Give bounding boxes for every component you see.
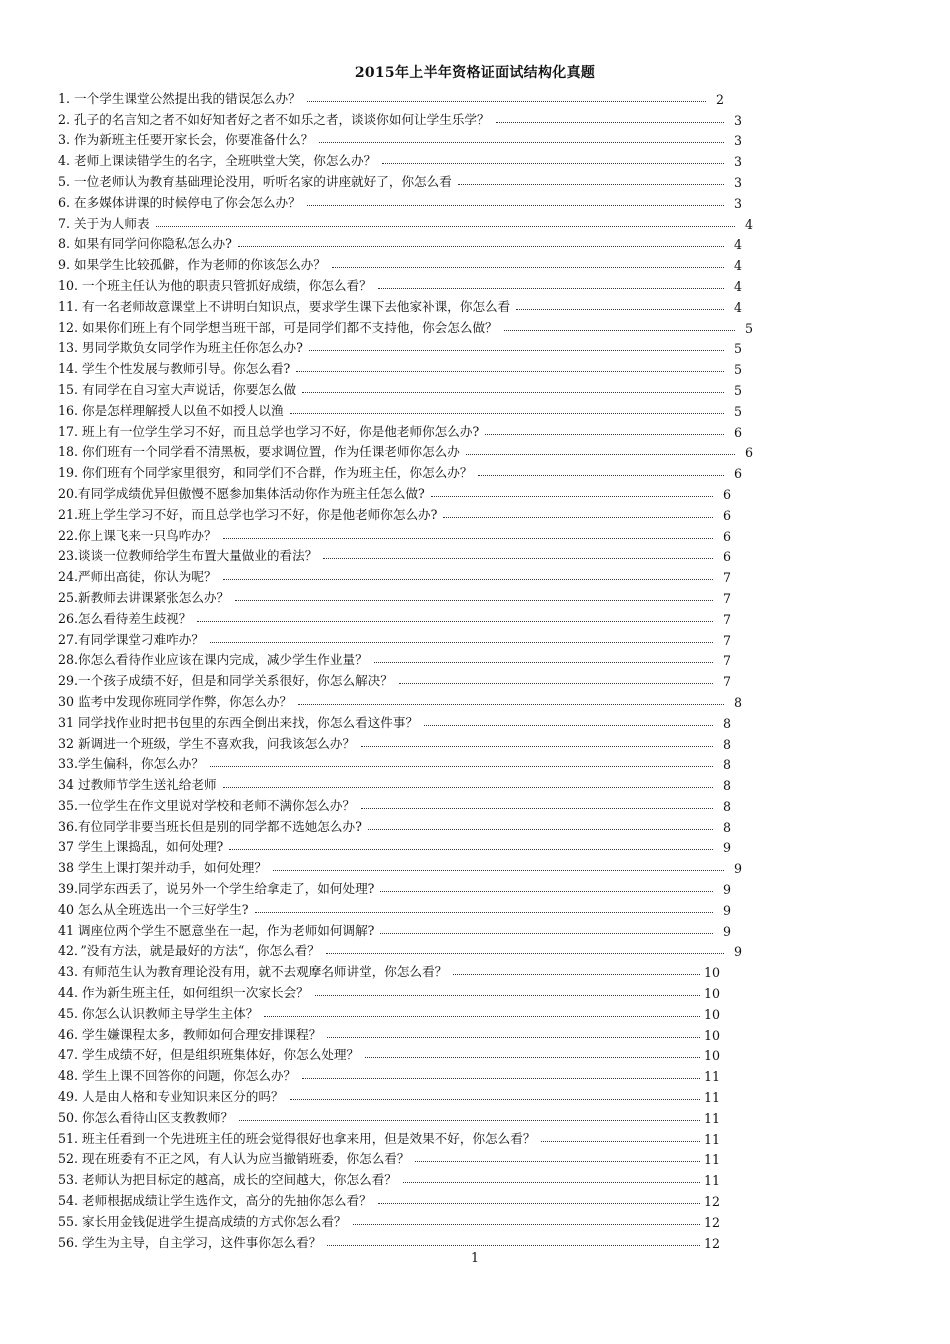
toc-entry-text: 30 监考中发现你班同学作弊，你怎么办？ [58, 693, 293, 709]
toc-entry-page: 6 [733, 466, 742, 482]
toc-dot-leader [210, 641, 713, 643]
toc-entry-text: 42．”没有方法，就是最好的方法“，你怎么看？ [58, 943, 320, 959]
toc-entry-page: 6 [733, 424, 742, 440]
toc-entry-page: 11 [703, 1110, 720, 1126]
toc-dot-leader [319, 141, 724, 143]
toc-dot-leader [264, 1015, 700, 1017]
toc-entry-text: 37 学生上课捣乱，如何处理? [58, 839, 224, 855]
toc-entry-text: 8. 如果有同学问你隐私怎么办? [58, 236, 232, 252]
toc-dot-leader [485, 433, 724, 435]
toc-dot-leader [403, 1181, 700, 1183]
toc-entry-text: 39.同学东西丢了，说另外一个学生给拿走了，如何处理? [58, 881, 375, 897]
toc-dot-leader [309, 349, 724, 351]
toc-entry-page: 4 [744, 216, 753, 232]
document-title: 2015年上半年资格证面试结构化真题 [354, 65, 596, 81]
toc-entry[interactable] [58, 668, 731, 689]
toc-entry[interactable] [58, 356, 742, 377]
toc-entry-text: 52. 现在班委有不正之风，有人认为应当撤销班委，你怎么看？ [58, 1151, 410, 1167]
toc-dot-leader [229, 848, 713, 850]
toc-entry-text: 16. 你是怎样理解授人以鱼不如授人以渔 [58, 402, 284, 418]
toc-entry-page: 7 [722, 674, 731, 690]
toc-dot-leader [307, 204, 724, 206]
toc-entry[interactable] [58, 772, 731, 793]
toc-dot-leader [290, 412, 724, 414]
toc-entry[interactable] [58, 689, 742, 710]
toc-entry-text: 40 怎么从全班选出一个三好学生? [58, 901, 249, 917]
toc-entry-text: 46. 学生嫌课程太多，教师如何合理安排课程？ [58, 1026, 322, 1042]
toc-dot-leader [415, 1160, 699, 1162]
toc-dot-leader [361, 807, 713, 809]
toc-entry-page: 10 [703, 1048, 720, 1064]
toc-entry-text: 11. 有一名老师故意课堂上不讲明白知识点，要求学生课下去他家补课，你怎么看 [58, 298, 511, 314]
toc-entry-page: 3 [733, 133, 742, 149]
toc-entry-text: 21.班上学生学习不好，而且总学也学习不好，你是他老师你怎么办? [58, 506, 438, 522]
toc-entry-text: 45. 你怎么认识教师主导学生主体？ [58, 1005, 259, 1021]
toc-dot-leader [453, 973, 700, 975]
toc-dot-leader [327, 1036, 700, 1038]
toc-entry-page: 9 [722, 923, 731, 939]
toc-entry-page: 5 [733, 362, 742, 378]
toc-entry-page: 9 [722, 902, 731, 918]
toc-dot-leader [496, 121, 724, 123]
toc-entry-text: 10. 一个班主任认为他的职责只管抓好成绩，你怎么看？ [58, 277, 372, 293]
toc-entry-page: 9 [722, 882, 731, 898]
toc-entry[interactable] [58, 336, 742, 357]
toc-entry-text: 29.一个孩子成绩不好，但是和同学关系很好，你怎么解决？ [58, 673, 393, 689]
toc-dot-leader [323, 557, 713, 559]
toc-entry[interactable] [58, 148, 742, 169]
toc-dot-leader [466, 453, 735, 455]
toc-entry-text: 24.严师出高徒，你认为呢？ [58, 569, 217, 585]
toc-entry[interactable] [58, 1022, 720, 1043]
toc-dot-leader [399, 682, 713, 684]
toc-entry-text: 31 同学找作业时把书包里的东西全倒出来找，你怎么看这件事？ [58, 714, 419, 730]
toc-entry[interactable] [58, 959, 720, 980]
toc-entry-page: 4 [733, 258, 742, 274]
toc-entry[interactable] [58, 294, 742, 315]
toc-entry[interactable] [58, 835, 731, 856]
toc-dot-leader [431, 495, 713, 497]
toc-entry-text: 51. 班主任看到一个先进班主任的班会觉得很好也拿来用，但是效果不好，你怎么看？ [58, 1130, 536, 1146]
toc-entry-page: 10 [703, 965, 720, 981]
toc-entry-page: 12 [703, 1194, 720, 1210]
toc-entry-text: 56. 学生为主导，自主学习，这件事你怎么看？ [58, 1234, 322, 1250]
toc-dot-leader [255, 911, 714, 913]
toc-entry-page: 6 [722, 486, 731, 502]
toc-entry-page: 3 [733, 112, 742, 128]
toc-entry[interactable] [58, 252, 742, 273]
toc-dot-leader [239, 1119, 700, 1121]
toc-entry-page: 8 [722, 798, 731, 814]
toc-entry-text: 17. 班上有一位学生学习不好，而且总学也学习不好，你是他老师你怎么办? [58, 423, 480, 439]
toc-dot-leader [223, 537, 713, 539]
toc-entry-page: 8 [733, 694, 742, 710]
toc-entry-text: 5. 一位老师认为教育基础理论没用，听听名家的讲座就好了，你怎么看 [58, 173, 452, 189]
toc-dot-leader [380, 932, 713, 934]
toc-entry-text: 34 过教师节学生送礼给老师 [58, 777, 217, 793]
toc-entry-page: 7 [722, 632, 731, 648]
toc-entry-page: 3 [733, 154, 742, 170]
toc-entry-page: 7 [722, 611, 731, 627]
toc-dot-leader [210, 765, 713, 767]
toc-entry[interactable] [58, 1105, 720, 1126]
toc-dot-leader [235, 599, 713, 601]
toc-entry-page: 10 [703, 1027, 720, 1043]
toc-entry-text: 25.新教师去讲课紧张怎么办？ [58, 589, 230, 605]
toc-dot-leader [302, 391, 724, 393]
toc-entry-page: 8 [722, 757, 731, 773]
toc-entry-text: 7. 关于为人师表 [58, 215, 150, 231]
toc-entry[interactable] [58, 481, 731, 502]
toc-entry-text: 28.你怎么看待作业应该在课内完成，减少学生作业量？ [58, 652, 368, 668]
toc-dot-leader [361, 745, 713, 747]
toc-entry-page: 9 [733, 861, 742, 877]
toc-entry-page: 4 [733, 299, 742, 315]
toc-entry-page: 2 [715, 91, 724, 107]
toc-entry[interactable] [58, 814, 731, 835]
toc-entry-text: 41 调座位两个学生不愿意坐在一起，作为老师如何调解? [58, 922, 375, 938]
toc-dot-leader [327, 1244, 700, 1246]
toc-entry-text: 20.有同学成绩优异但傲慢不愿参加集体活动你作为班主任怎么做? [58, 485, 425, 501]
toc-entry-page: 8 [722, 778, 731, 794]
toc-entry-page: 3 [733, 195, 742, 211]
toc-entry[interactable] [58, 502, 731, 523]
toc-dot-leader [353, 1223, 700, 1225]
toc-entry-text: 6. 在多媒体讲课的时候停电了你会怎么办？ [58, 194, 301, 210]
toc-dot-leader [273, 869, 724, 871]
toc-entry[interactable] [58, 731, 731, 752]
toc-entry[interactable] [58, 460, 742, 481]
toc-entry-page: 8 [722, 715, 731, 731]
toc-entry[interactable] [58, 980, 720, 1001]
toc-entry-text: 35.一位学生在作文里说对学校和老师不满你怎么办？ [58, 797, 356, 813]
toc-entry[interactable] [58, 897, 731, 918]
toc-entry-text: 13. 男同学欺负女同学作为班主任你怎么办? [58, 340, 303, 356]
toc-entry[interactable] [58, 710, 731, 731]
toc-entry[interactable] [58, 1188, 720, 1209]
toc-entry-text: 19. 你们班有个同学家里很穷，和同学们不合群，作为班主任，你怎么办？ [58, 465, 473, 481]
toc-entry-page: 5 [733, 382, 742, 398]
toc-entry-text: 32 新调进一个班级，学生不喜欢我，问我该怎么办？ [58, 735, 356, 751]
toc-entry-page: 5 [733, 341, 742, 357]
toc-entry[interactable] [58, 918, 731, 939]
toc-entry[interactable] [58, 211, 753, 232]
toc-dot-leader [298, 703, 724, 705]
toc-entry-text: 36.有位同学非要当班长但是别的同学都不选她怎么办? [58, 818, 362, 834]
toc-entry[interactable] [58, 1147, 720, 1168]
toc-entry-text: 23.谈谈一位教师给学生布置大量做业的看法？ [58, 548, 318, 564]
toc-entry[interactable] [58, 939, 742, 960]
toc-entry[interactable] [58, 1167, 720, 1188]
toc-entry-page: 4 [733, 278, 742, 294]
toc-entry-text: 47. 学生成绩不好，但是组织班集体好，你怎么处理？ [58, 1047, 360, 1063]
toc-entry[interactable] [58, 876, 731, 897]
toc-entry-page: 11 [703, 1090, 720, 1106]
toc-entry[interactable] [58, 169, 742, 190]
toc-dot-leader [156, 225, 735, 227]
toc-entry-page: 10 [703, 1006, 720, 1022]
toc-entry-text: 2. 孔子的名言知之者不如好知者好之者不如乐之者，谈谈你如何让学生乐学？ [58, 111, 490, 127]
toc-entry-page: 5 [733, 403, 742, 419]
toc-entry[interactable] [58, 86, 724, 107]
toc-entry-text: 54. 老师根据成绩让学生选作文，高分的先抽你怎么看？ [58, 1193, 372, 1209]
toc-entry-page: 11 [703, 1069, 720, 1085]
toc-entry-text: 38 学生上课打架并动手，如何处理？ [58, 860, 267, 876]
toc-entry[interactable] [58, 190, 742, 211]
toc-entry-page: 7 [722, 570, 731, 586]
toc-entry[interactable] [58, 128, 742, 149]
toc-entry-text: 27.有同学课堂刁难咋办？ [58, 631, 204, 647]
toc-entry-page: 6 [744, 445, 753, 461]
toc-entry-text: 22.你上课飞来一只鸟咋办？ [58, 527, 217, 543]
toc-dot-leader [290, 1098, 700, 1100]
toc-entry-text: 1. 一个学生课堂公然提出我的错误怎么办？ [58, 90, 301, 106]
toc-entry-page: 6 [722, 528, 731, 544]
toc-entry-text: 33.学生偏科，你怎么办？ [58, 756, 204, 772]
toc-entry-text: 9. 如果学生比较孤僻，作为老师的你该怎么办？ [58, 257, 326, 273]
toc-entry[interactable] [58, 273, 742, 294]
toc-entry[interactable] [58, 1126, 720, 1147]
toc-dot-leader [374, 661, 713, 663]
toc-entry[interactable] [58, 232, 742, 253]
toc-entry-page: 11 [703, 1131, 720, 1147]
toc-entry[interactable] [58, 377, 742, 398]
toc-entry[interactable] [58, 1084, 720, 1105]
toc-entry-text: 43. 有师范生认为教育理论没有用，就不去观摩名师讲堂，你怎么看？ [58, 964, 448, 980]
toc-entry-text: 15. 有同学在自习室大声说话，你要怎么做 [58, 381, 297, 397]
toc-entry-page: 3 [733, 174, 742, 190]
toc-entry-page: 6 [722, 549, 731, 565]
toc-entry[interactable] [58, 419, 742, 440]
toc-dot-leader [541, 1140, 700, 1142]
toc-dot-leader [315, 994, 700, 996]
toc-entry-page: 8 [722, 819, 731, 835]
toc-dot-leader [223, 786, 713, 788]
toc-dot-leader [368, 828, 713, 830]
toc-entry-page: 7 [722, 653, 731, 669]
toc-dot-leader [424, 724, 713, 726]
toc-dot-leader [378, 1202, 700, 1204]
toc-entry-page: 5 [744, 320, 753, 336]
toc-entry-page: 9 [733, 944, 742, 960]
toc-entry-text: 12. 如果你们班上有个同学想当班干部，可是同学们都不支持他，你会怎么做？ [58, 319, 498, 335]
toc-entry[interactable] [58, 1230, 720, 1251]
toc-entry-text: 48. 学生上课不回答你的问题，你怎么办？ [58, 1068, 297, 1084]
toc-entry-page: 10 [703, 986, 720, 1002]
toc-entry-text: 3. 作为新班主任要开家长会，你要准备什么？ [58, 132, 314, 148]
toc-dot-leader [382, 162, 724, 164]
toc-dot-leader [307, 100, 706, 102]
toc-entry[interactable] [58, 523, 731, 544]
toc-entry[interactable] [58, 440, 753, 461]
toc-entry[interactable] [58, 752, 731, 773]
toc-entry[interactable] [58, 107, 742, 128]
toc-entry[interactable] [58, 648, 731, 669]
toc-entry[interactable] [58, 564, 731, 585]
toc-entry-page: 11 [703, 1173, 720, 1189]
toc-entry[interactable] [58, 1001, 720, 1022]
toc-dot-leader [380, 890, 713, 892]
toc-entry[interactable] [58, 544, 731, 565]
toc-entry-page: 12 [703, 1214, 720, 1230]
toc-dot-leader [223, 578, 713, 580]
toc-dot-leader [238, 245, 724, 247]
toc-entry[interactable] [58, 585, 731, 606]
toc-dot-leader [332, 266, 724, 268]
toc-entry-text: 53. 老师认为把目标定的越高，成长的空间越大，你怎么看？ [58, 1172, 397, 1188]
toc-dot-leader [197, 620, 713, 622]
toc-dot-leader [443, 516, 713, 518]
toc-entry[interactable] [58, 398, 742, 419]
toc-entry-page: 9 [722, 840, 731, 856]
toc-entry-text: 26.怎么看待差生歧视？ [58, 610, 192, 626]
toc-dot-leader [378, 287, 724, 289]
page-number: 1 [470, 1250, 479, 1265]
toc-entry-page: 6 [722, 507, 731, 523]
toc-dot-leader [516, 308, 724, 310]
toc-entry[interactable] [58, 606, 731, 627]
toc-entry-page: 4 [733, 237, 742, 253]
toc-entry-text: 44. 作为新生班主任，如何组织一次家长会？ [58, 985, 309, 1001]
toc-entry[interactable] [58, 1043, 720, 1064]
toc-entry[interactable] [58, 627, 731, 648]
toc-entry-page: 8 [722, 736, 731, 752]
toc-entry-page: 7 [722, 590, 731, 606]
toc-entry[interactable] [58, 855, 742, 876]
toc-entry-text: 49. 人是由人格和专业知识来区分的吗？ [58, 1089, 284, 1105]
toc-entry-text: 4. 老师上课读错学生的名字，全班哄堂大笑，你怎么办？ [58, 153, 377, 169]
toc-dot-leader [302, 1077, 700, 1079]
toc-dot-leader [296, 370, 724, 372]
toc-entry[interactable] [58, 315, 753, 336]
table-of-contents [58, 86, 758, 1251]
toc-entry-text: 18. 你们班有一个同学看不清黑板，要求调位置，作为任课老师你怎么办 [58, 444, 460, 460]
toc-entry[interactable] [58, 1209, 720, 1230]
toc-entry-text: 55. 家长用金钱促进学生提高成绩的方式你怎么看？ [58, 1213, 347, 1229]
toc-dot-leader [365, 1056, 700, 1058]
toc-entry-text: 50. 你怎么看待山区支教教师？ [58, 1109, 234, 1125]
toc-entry[interactable] [58, 1063, 720, 1084]
toc-dot-leader [458, 183, 724, 185]
toc-dot-leader [478, 474, 724, 476]
toc-entry-page: 12 [703, 1235, 720, 1251]
toc-entry[interactable] [58, 793, 731, 814]
toc-entry-text: 14. 学生个性发展与教师引导。你怎么看? [58, 361, 291, 377]
toc-dot-leader [504, 329, 735, 331]
toc-dot-leader [326, 952, 724, 954]
toc-entry-page: 11 [703, 1152, 720, 1168]
